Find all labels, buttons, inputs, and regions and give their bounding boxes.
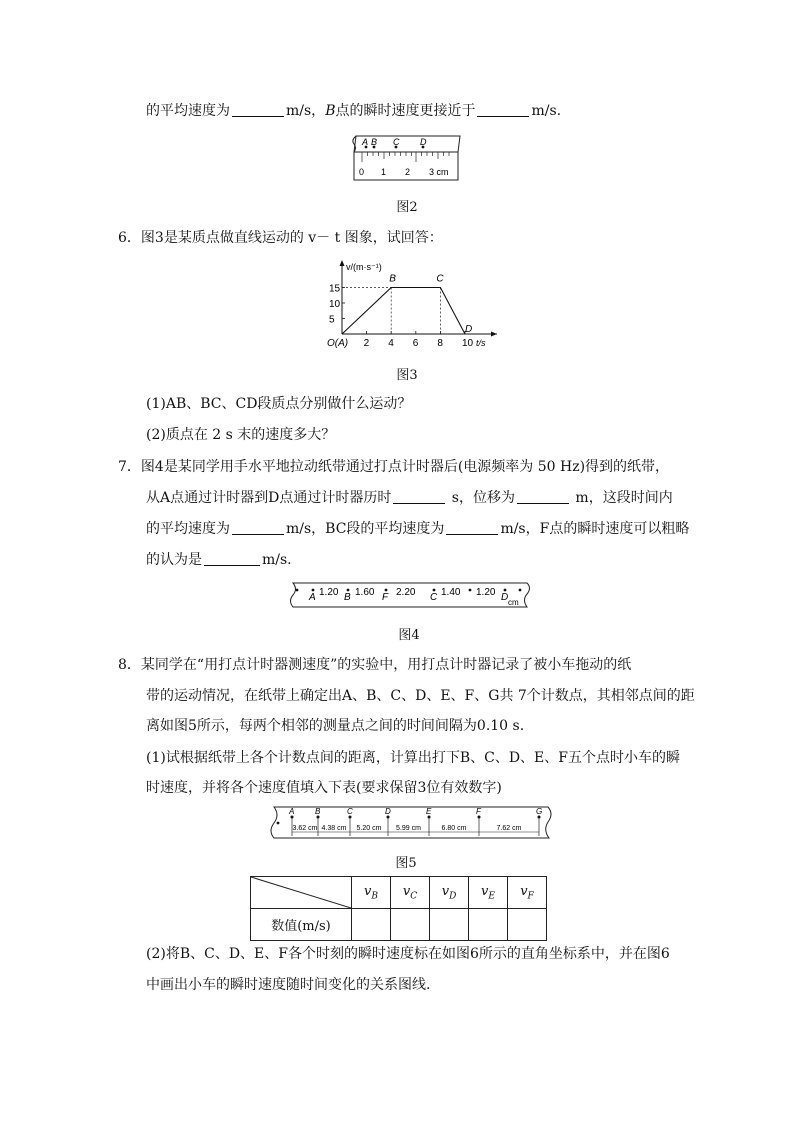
q7-text: m，这段时间内: [570, 490, 673, 506]
figure-4-caption: 图4: [398, 628, 420, 643]
tape-distance: 5.20 cm: [356, 825, 382, 832]
table-row: [251, 909, 547, 941]
fig4-label-f: F: [382, 592, 389, 603]
header-vd: $v_D$: [430, 877, 469, 909]
fig4-unit: cm: [508, 598, 519, 607]
tape-point-f: F: [476, 807, 481, 816]
q7-text: m/s，F点的瞬时速度可以粗略: [500, 521, 690, 537]
header-ve: $v_E$: [469, 877, 508, 909]
q8-line3: 离如图5所示，每两个相邻的测量点之间的时间间隔为0.10 s.: [146, 718, 525, 734]
x-tick-label: 8: [437, 338, 443, 349]
fig2-tick-3: 3 cm: [429, 167, 449, 177]
tape-distance: 6.80 cm: [441, 825, 467, 832]
y-tick-label: 10: [329, 299, 341, 310]
q6-sub1: (1)AB、BC、CD段质点分别做什么运动？: [146, 396, 412, 412]
fig4-label-a: A: [309, 592, 316, 603]
q8-line6: (2)将B、C、D、E、F各个时刻的瞬时速度标在如图6所示的直角坐标系中，并在图6: [146, 946, 670, 962]
fig4-label-b: B: [344, 592, 351, 603]
fig2-tick-0: 0: [359, 167, 365, 177]
point-label-c: C: [436, 273, 444, 285]
table-diagonal-cell: [251, 877, 352, 909]
fig2-point-c: C: [393, 137, 400, 147]
answer-blank[interactable]: [393, 489, 445, 504]
q7-text: m/s.: [262, 552, 292, 568]
fig4-label-c: C: [430, 592, 438, 603]
origin-label: O(A): [327, 338, 349, 349]
figure-3-caption: 图3: [396, 368, 418, 383]
header-vb: $v_B$: [352, 877, 391, 909]
tape-point-c: C: [347, 807, 353, 816]
q7-text: s，位移为: [447, 490, 515, 506]
figure-3-vt-graph: [322, 256, 502, 352]
vt-series-line: [342, 288, 465, 335]
answer-blank[interactable]: [477, 102, 529, 117]
q8-line4: (1)试根据纸带上各个计数点间的距离，计算出打下B、C、D、E、F五个点时小车的瞬: [146, 750, 680, 766]
answer-cell[interactable]: [469, 909, 508, 941]
q8-line7: 中画出小车的瞬时速度随时间变化的关系图线.: [146, 977, 431, 993]
row-label: 数值(m/s): [251, 909, 352, 941]
fig2-tick-2: 2: [405, 167, 411, 177]
answer-blank[interactable]: [204, 551, 260, 566]
fig4-dist: 1.20: [476, 587, 496, 598]
q6-stem: 6．图3是某质点做直线运动的 v－ t 图象，试回答：: [118, 230, 443, 246]
fig2-point-d: D: [420, 137, 427, 147]
answer-cell[interactable]: [391, 909, 430, 941]
x-axis-label: t/s: [476, 338, 486, 348]
table-header-row: [251, 877, 547, 909]
tape-point-a: A: [289, 807, 295, 816]
q5-unit1: m/s，: [286, 103, 326, 119]
q7-line2: [146, 488, 673, 508]
q7-line3: [146, 519, 689, 539]
tape-distance: 4.38 cm: [321, 825, 347, 832]
tape-point-d: D: [385, 807, 391, 816]
q5-text-b: 点的瞬时速度更接近于: [335, 103, 476, 119]
point-label-b: B: [389, 273, 396, 285]
fig4-dist: 2.20: [396, 587, 416, 598]
answer-blank[interactable]: [517, 489, 569, 504]
figure-4-tape: [283, 580, 535, 612]
q8-line1: 8．某同学在“用打点计时器测速度”的实验中，用打点计时器记录了被小车拖动的纸: [118, 657, 632, 673]
fig4-dist: 1.20: [319, 587, 339, 598]
q8-line5: 时速度，并将各个速度值填入下表(要求保留3位有效数字): [146, 780, 502, 796]
fig4-dist: 1.60: [355, 587, 375, 598]
answer-cell[interactable]: [430, 909, 469, 941]
q8-line2: 带的运动情况，在纸带上确定出A、B、C、D、E、F、G共 7个计数点，其相邻点间的距: [146, 688, 695, 704]
fig4-label-d: D: [501, 592, 509, 603]
y-axis-label: v/(m·s⁻¹): [346, 262, 382, 272]
fig2-tick-1: 1: [381, 167, 387, 177]
q5-point-b: B: [325, 103, 336, 119]
x-tick-label: 6: [412, 338, 419, 349]
tape-distance: 3.62 cm: [292, 825, 318, 832]
header-vc: $v_C$: [391, 877, 430, 909]
y-tick-label: 5: [329, 314, 335, 326]
q5-text-a: 的平均速度为: [146, 103, 230, 119]
figure-2-tape-ruler: [348, 132, 464, 184]
y-tick-label: 15: [329, 283, 341, 295]
answer-blank[interactable]: [232, 102, 284, 117]
q7-text: 的平均速度为: [146, 521, 230, 537]
velocity-table: [250, 876, 547, 941]
answer-cell[interactable]: [508, 909, 547, 941]
tape-point-e: E: [426, 807, 432, 816]
q7-text: 的认为是: [146, 552, 202, 568]
q7-line1: 7．图4是某同学用手水平地拉动纸带通过打点计时器后(电源频率为 50 Hz)得到的纸带，: [118, 459, 670, 475]
header-vf: $v_F$: [508, 877, 547, 909]
answer-cell[interactable]: [352, 909, 391, 941]
q7-text: 从A点通过计时器到D点通过计时器历时: [146, 490, 392, 506]
fig4-dist: 1.40: [441, 587, 461, 598]
q5-unit2: m/s.: [531, 103, 562, 119]
fig2-point-b: B: [371, 137, 378, 147]
x-tick-label: 2: [363, 338, 370, 349]
figure-5-caption: 图5: [395, 856, 417, 871]
q5-line: [146, 101, 561, 121]
tape-distance: 7.62 cm: [496, 825, 522, 832]
q7-line4: [146, 550, 292, 570]
point-label-d: D: [465, 324, 473, 335]
x-tick-label: 10: [462, 338, 474, 349]
answer-blank[interactable]: [232, 520, 284, 535]
tape-point-g: G: [536, 807, 543, 816]
q7-text: m/s，BC段的平均速度为: [286, 521, 445, 537]
q6-sub2: (2)质点在 2 s 末的速度多大？: [146, 427, 336, 443]
figure-5-tape: [262, 804, 558, 842]
fig2-point-a: A: [362, 137, 369, 147]
tape-distance: 5.99 cm: [396, 825, 421, 832]
figure-2-caption: 图2: [396, 200, 418, 215]
answer-blank[interactable]: [446, 520, 498, 535]
x-tick-label: 4: [388, 338, 394, 349]
tape-point-b: B: [315, 807, 321, 816]
